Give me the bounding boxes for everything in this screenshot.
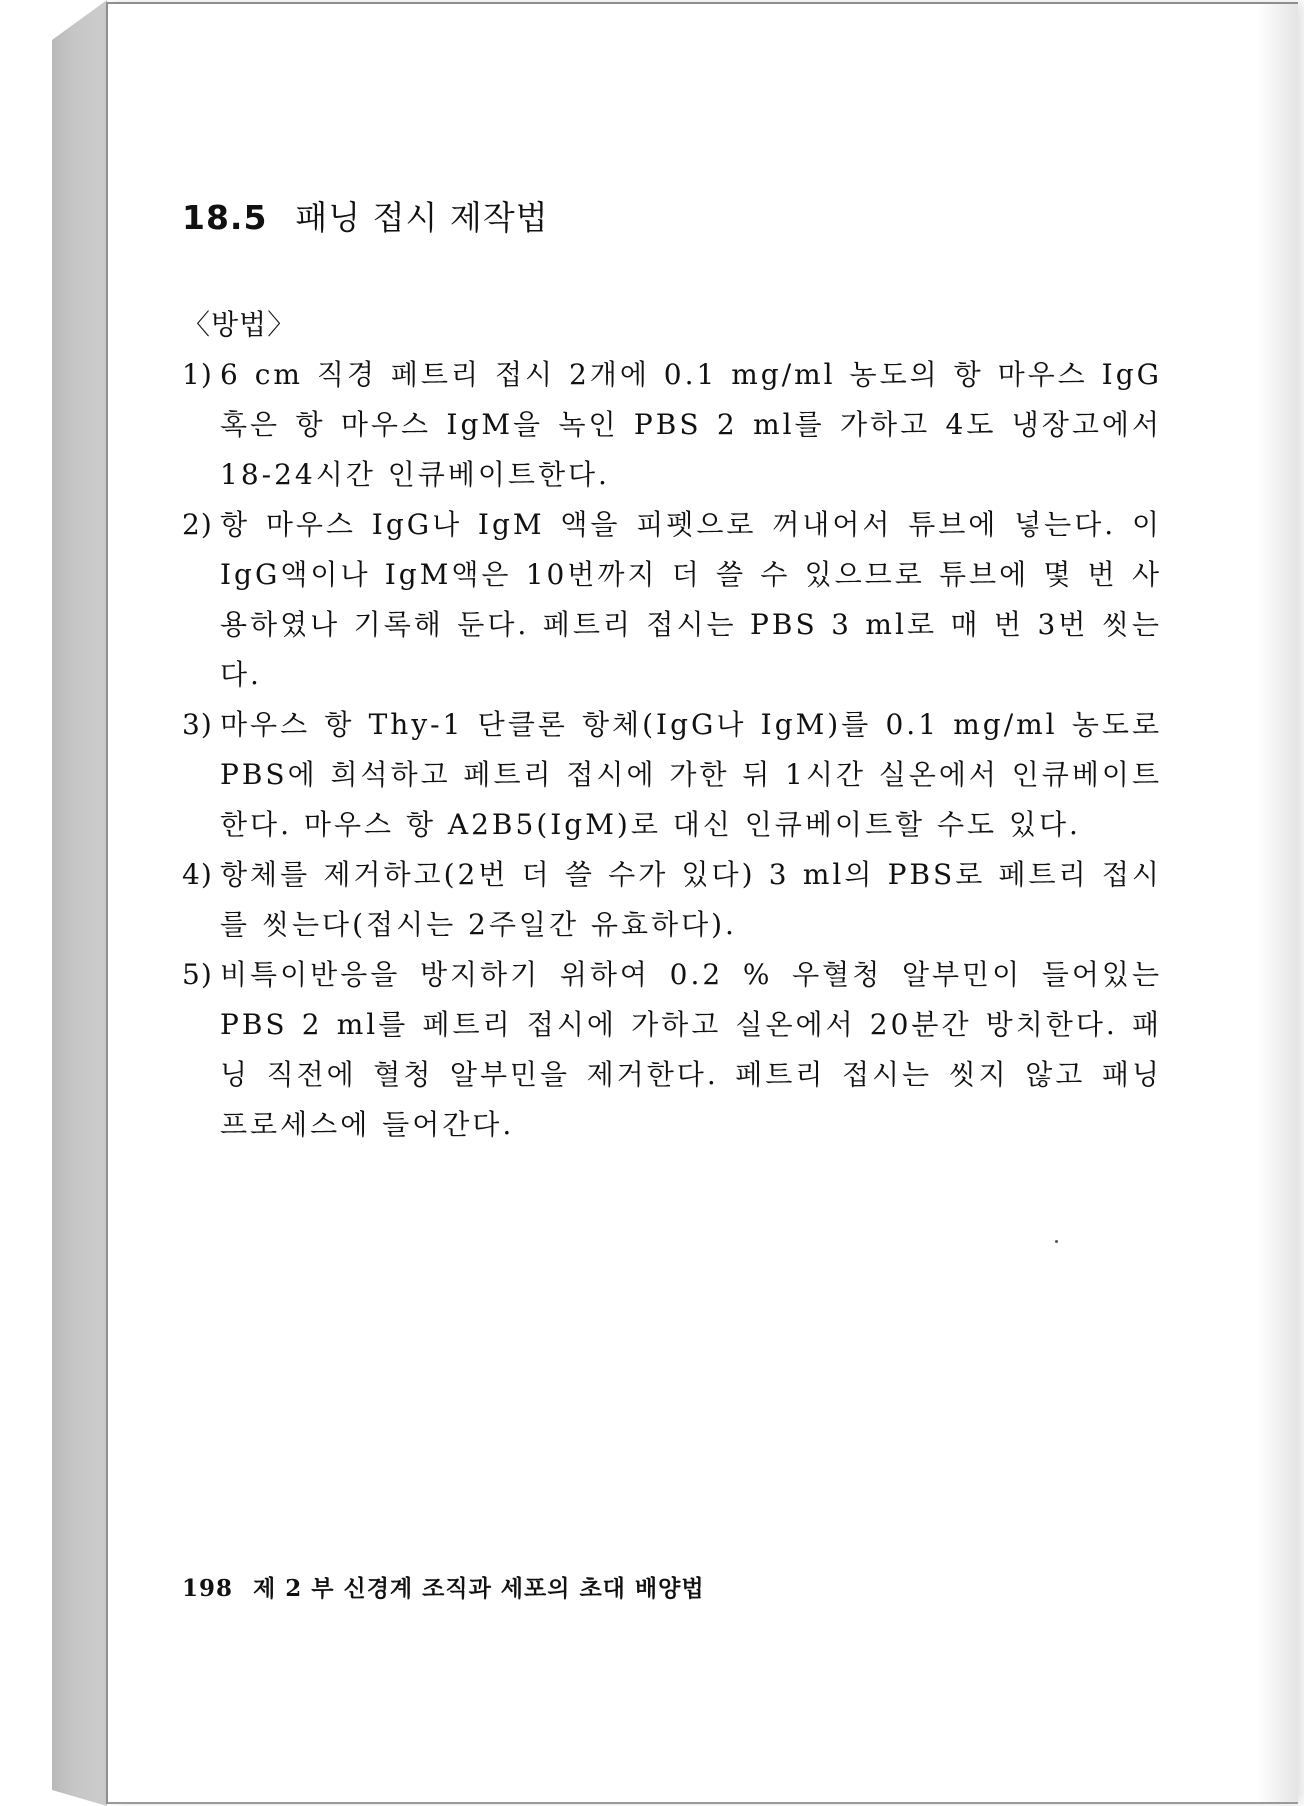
section-title: 패닝 접시 제작법	[295, 198, 549, 237]
running-title: 제 2 부 신경계 조직과 세포의 초대 배양법	[253, 1575, 705, 1602]
step-number: 5)	[182, 958, 213, 991]
step-number: 1)	[182, 358, 213, 391]
step-text: 비특이반응을 방지하기 위하여 0.2 % 우혈청 알부민이 들어있는 PBS 2 ml를 페트리 접시에 가하고 실온에서 20분간 방치한다. 패닝 직전에 혈청 알부민을 제거한다. 페트리 접시는 씻지 않고 패닝 프로세스에 들어간다.	[220, 958, 1162, 1141]
page-number: 198	[182, 1575, 234, 1602]
page-content	[182, 190, 1162, 1150]
step-text: 6 cm 직경 페트리 접시 2개에 0.1 mg/ml 농도의 항 마우스 IgG 혹은 항 마우스 IgM을 녹인 PBS 2 ml를 가하고 4도 냉장고에서 18-24시간 인큐베이트한다.	[220, 358, 1162, 491]
step-number: 2)	[182, 508, 213, 541]
procedure-step-5	[182, 950, 1162, 1150]
step-text: 항 마우스 IgG나 IgM 액을 피펫으로 꺼내어서 튜브에 넣는다. 이 IgG액이나 IgM액은 10번까지 더 쓸 수 있으므로 튜브에 몇 번 사용하였나 기록해 둔다. 페트리 접시는 PBS 3 ml로 매 번 3번 씻는다.	[220, 508, 1162, 691]
page-footer	[182, 1570, 705, 1603]
step-number: 4)	[182, 858, 213, 891]
method-label: 〈방법〉	[182, 308, 297, 341]
procedure-step-2	[182, 500, 1162, 700]
procedure-step-3	[182, 700, 1162, 850]
page-edge-shade	[1258, 4, 1298, 1804]
step-number: 3)	[182, 708, 213, 741]
section-heading	[182, 190, 1162, 246]
print-speck	[1055, 1240, 1058, 1243]
section-number: 18.5	[182, 198, 268, 237]
procedure-step-4	[182, 850, 1162, 950]
step-text: 항체를 제거하고(2번 더 쓸 수가 있다) 3 ml의 PBS로 페트리 접시를 씻는다(접시는 2주일간 유효하다).	[220, 858, 1162, 941]
page-bottom-edge	[108, 1802, 1298, 1804]
procedure-steps	[182, 350, 1162, 1150]
step-text: 마우스 항 Thy-1 단클론 항체(IgG나 IgM)를 0.1 mg/ml 농도로 PBS에 희석하고 페트리 접시에 가한 뒤 1시간 실온에서 인큐베이트한다. 마우스 항 A2B5(IgM)로 대신 인큐베이트할 수도 있다.	[220, 708, 1162, 841]
book-spine	[52, 0, 107, 1806]
procedure-step-1	[182, 350, 1162, 500]
